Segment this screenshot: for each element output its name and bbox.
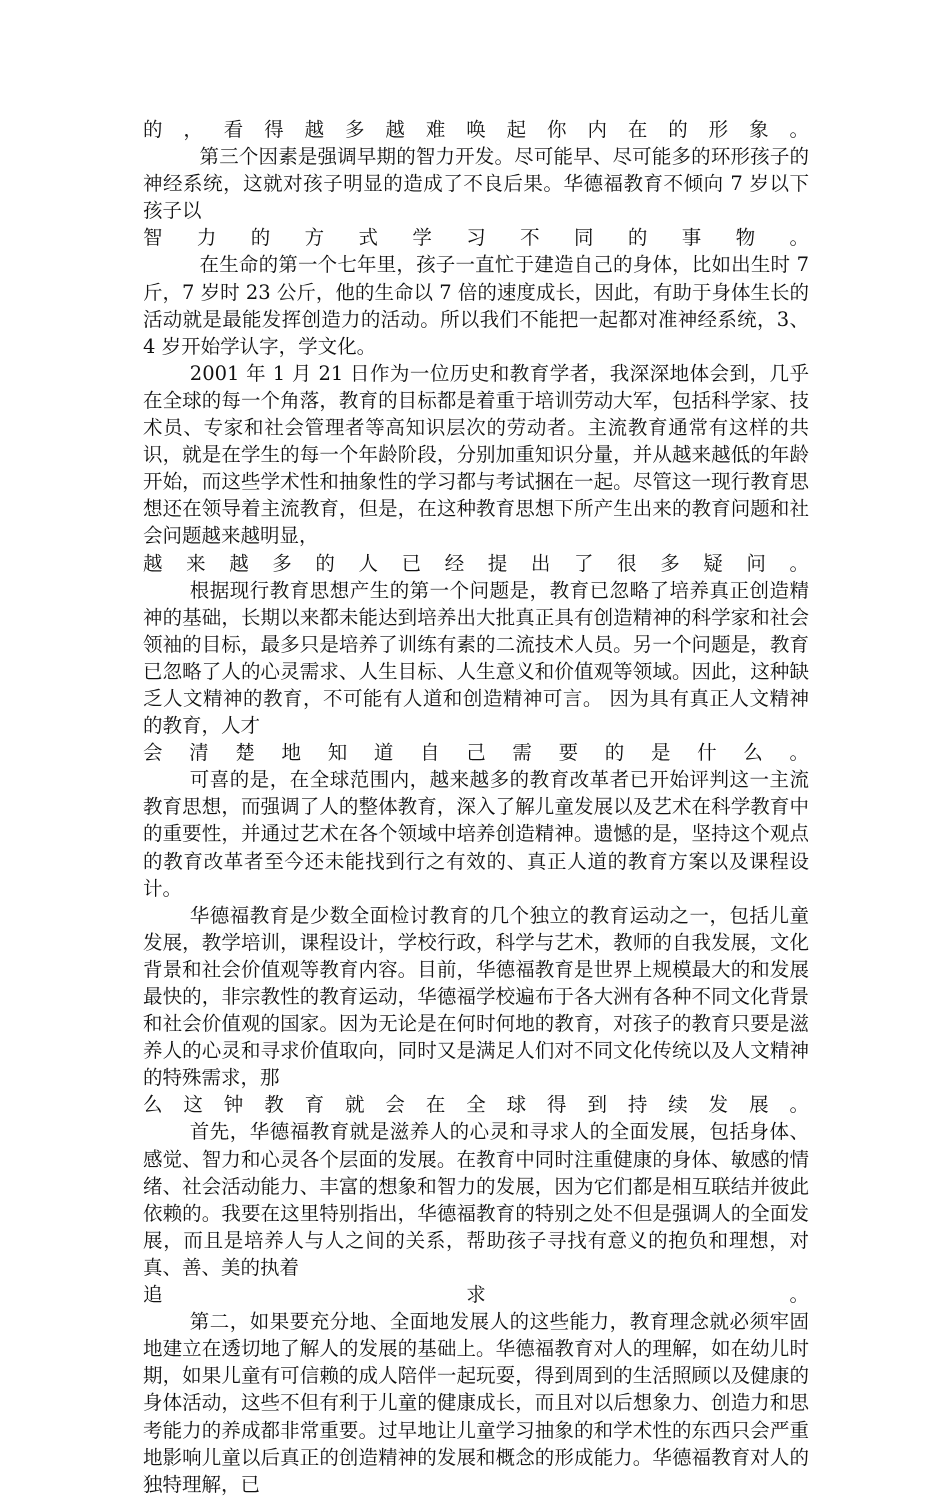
paragraph-line: 追求。 <box>143 1283 809 1307</box>
paragraph-line: 么这钟教育就会在全球得到持续发展。 <box>143 1093 809 1117</box>
paragraph-waldorf-movement: 华德福教育是少数全面检讨教育的几个独立的教育运动之一，包括儿童发展，教学培训，课程设计，学校行政，科学与艺术，教师的自我发展，文化背景和社会价值观等教育内容。目前，华德福教育是世界上规模最大的和发展最快的，非宗教性的教育运动，华德福学校遍布于各大洲有各种不同文化背景和社会价值观的国家。因为无论是在何时何地的教育，对孩子的教育只要是滋养人的心灵和寻求价值取向，同时又是满足人们对不同文化传统以及人文精神的特殊需求，那 <box>143 903 809 1090</box>
paragraph-line: 会清楚地知道自己需要的是什么。 <box>143 741 809 765</box>
paragraph-first-seven-years: 在生命的第一个七年里，孩子一直忙于建造自己的身体，比如出生时 7 斤，7 岁时 23 公斤，他的生命以 7 倍的速度成长，因此，有助于身体生长的活动就是最能发挥创造力的活动。所以我们不能把一起都对准神经系统，3、4 岁开始学认字，学文化。 <box>143 253 809 358</box>
paragraph-third-factor: 第三个因素是强调早期的智力开发。尽可能早、尽可能多的环形孩子的神经系统，这就对孩子明显的造成了不良后果。华德福教育不倾向 7 岁以下孩子以 <box>143 145 809 223</box>
paragraph-first-problem: 根据现行教育思想产生的第一个问题是，教育已忽略了培养真正创造精神的基础，长期以来都未能达到培养出大批真正具有创造精神的科学家和社会领袖的目标，最多只是培养了训练有素的二流技术人员。另一个问题是，教育已忽略了人的心灵需求、人生目标、人生意义和价值观等领域。因此，这种缺乏人文精神的教育，不可能有人道和创造精神可言。 因为具有真正人文精神的教育，人才 <box>143 578 809 738</box>
document-body <box>143 116 809 1498</box>
paragraph-historian-reflection: 2001 年 1 月 21 日作为一位历史和教育学者，我深深地体会到，几乎在全球的每一个角落，教育的目标都是着重于培训劳动大军，包括科学家、技术员、专家和社会管理者等高知识层次的劳动者。主流教育通常有这样的共识，就是在学生的每一个年龄阶段，分别加重知识分量，并从越来越低的年龄开始，而这些学术性和抽象性的学习都与考试捆在一起。尽管这一现行教育思想还在领导着主流教育，但是，在这种教育思想下所产生出来的教育问题和社会问题越来越明显， <box>143 361 809 548</box>
paragraph-first-point: 首先，华德福教育就是滋养人的心灵和寻求人的全面发展，包括身体、感觉、智力和心灵各个层面的发展。在教育中同时注重健康的身体、敏感的情绪、社会活动能力、丰富的想象和智力的发展，因为它们都是相互联结并彼此依赖的。我要在这里特别指出，华德福教育的特别之处不但是强调人的全面发展，而且是培养人与人之间的关系，帮助孩子寻找有意义的抱负和理想，对真、善、美的执着 <box>143 1120 809 1279</box>
paragraph-line: 智力的方式学习不同的事物。 <box>143 226 809 250</box>
paragraph-line: 的，看得越多越难唤起你内在的形象。 <box>143 118 809 141</box>
paragraph-reformers: 可喜的是，在全球范围内，越来越多的教育改革者已开始评判这一主流教育思想，而强调了人的整体教育，深入了解儿童发展以及艺术在科学教育中的重要性，并通过艺术在各个领域中培养创造精神。遗憾的是，坚持这个观点的教育改革者至今还未能找到行之有效的、真正人道的教育方案以及课程设计。 <box>143 768 809 900</box>
paragraph-line: 越来越多的人已经提出了很多疑问。 <box>143 551 809 575</box>
paragraph-second-point: 第二，如果要充分地、全面地发展人的这些能力，教育理念就必须牢固地建立在透切地了解人的发展的基础上。华德福教育对人的理解，如在幼儿时期，如果儿童有可信赖的成人陪伴一起玩耍，得到周到的生活照顾以及健康的身体活动，这些不但有利于儿童的健康成长，而且对以后想象力、创造力和思考能力的养成都非常重要。过早地让儿童学习抽象的和学术性的东西只会严重地影响儿童以后真正的创造精神的发展和概念的形成能力。华德福教育对人的独特理解，已 <box>143 1310 809 1496</box>
